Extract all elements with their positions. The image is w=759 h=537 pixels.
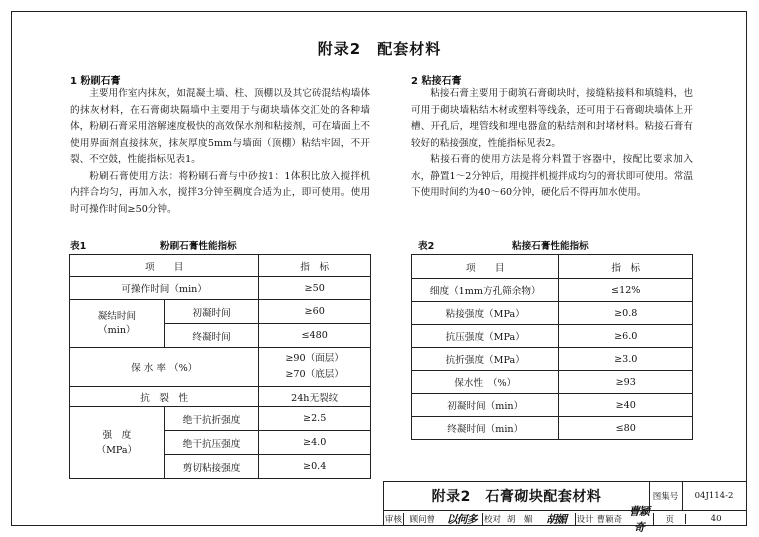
design-signature: 曹颖奇 — [628, 505, 649, 534]
page-title: 附录2 配套材料 — [317, 40, 442, 58]
table-cell: 初凝时间（min） — [412, 394, 559, 417]
table-cell: 可操作时间（min） — [70, 277, 259, 300]
table2-header-value: 指 标 — [559, 255, 693, 279]
section1-heading: 1 粉刷石膏 — [70, 76, 121, 87]
section1-para2: 粉刷石膏使用方法：将粉刷石膏与中砂按1：1体积比放入搅拌机内拌合均匀，再加入水，搅拌3分钟至稠度合适为止，即可使用。使用时可操作时间≥50分钟。 — [70, 170, 370, 215]
page-label: 页 — [653, 513, 685, 525]
table2-caption: 粘接石膏性能指标 — [512, 241, 589, 252]
table-cell: ≥93 — [559, 371, 693, 394]
table-cell: ≥3.0 — [559, 348, 693, 371]
page-number: 40 — [685, 514, 746, 524]
review-name: 顾问曾 — [403, 513, 441, 525]
atlas-number: 04J114-2 — [694, 491, 734, 501]
table1 — [69, 254, 371, 479]
table-cell: ≥6.0 — [559, 325, 693, 348]
table-cell: ≥40 — [559, 394, 693, 417]
table-cell: 绝干抗压强度 — [164, 431, 259, 455]
review-label: 审核 — [384, 515, 402, 525]
table-cell: 终凝时间 — [164, 324, 259, 348]
table1-strength-group: 强 度 （MPa） — [70, 407, 165, 479]
check-label: 校对 — [484, 515, 502, 525]
design-label: 设计 — [576, 515, 594, 525]
check-name: 胡 媚 — [506, 515, 533, 525]
check-signature: 胡媚 — [546, 513, 567, 526]
review-signature: 以何多 — [446, 513, 477, 526]
table-cell: ≥2.5 — [259, 407, 371, 431]
table-cell: ≤12% — [559, 279, 693, 302]
table-cell: 绝干抗折强度 — [164, 407, 259, 431]
table-cell: 保水性 （%） — [412, 371, 559, 394]
section2-para2: 粘接石膏的使用方法是将分料置于容器中，按配比要求加入水，静置1～2分钟后，用搅拌机搅拌成均匀的膏状即可使用。常温下使用时间约为40～60分钟，硬化后不得再加水使用。 — [411, 154, 693, 198]
atlas-label: 图集号 — [649, 482, 683, 510]
table-cell: 24h无裂纹 — [259, 387, 371, 407]
table2-label: 表2 — [418, 241, 435, 252]
table2 — [411, 254, 693, 440]
table-cell: 抗折强度（MPa） — [412, 348, 559, 371]
table2-header-item: 项 目 — [412, 255, 559, 279]
table-cell: 保 水 率 （%） — [70, 348, 259, 387]
table1-header-value: 指 标 — [259, 255, 371, 277]
title-block-title: 附录2 石膏砌块配套材料 — [384, 482, 650, 510]
title-block — [383, 481, 747, 534]
title-block-signatures — [384, 505, 746, 534]
section2-para1: 粘接石膏主要用于砌筑石膏砌块时，接缝粘接料和填缝料，也可用于砌块墙粘结木材或塑料等线条，还可用于石膏砌块墙体上开槽、开孔后，埋管线和埋电器盒的粘结剂和封堵材料。粘接石膏有较好的粘接强度，性能指标见表2。 — [411, 88, 693, 149]
section2-body — [411, 86, 693, 202]
table-cell: ≤80 — [559, 417, 693, 440]
design-name: 曹颖奇 — [596, 515, 623, 525]
table-cell: 剪切粘接强度 — [164, 455, 259, 479]
table-cell: ≥50 — [259, 277, 371, 300]
section1-para1: 主要用作室内抹灰，如混凝土墙、柱、顶棚以及其它砖混结构墙体的抹灰材料，在石膏砌块隔墙中主要用于与砌块墙体交汇处的各种墙体，粉刷石膏采用溶解速度极快的高效保水剂和粘接剂，可在墙面上不使用界面剂直接抹灰，抹灰厚度5mm与墙面（顶棚）粘结牢固，不开裂、不空鼓，性能指标见表1。 — [70, 88, 370, 165]
table-cell: ≥4.0 — [259, 431, 371, 455]
table-cell: ≥0.4 — [259, 455, 371, 479]
table-cell: ≥60 — [259, 300, 371, 324]
table-cell: ≤480 — [259, 324, 371, 348]
table-cell: ≥90（面层） ≥70（底层） — [259, 348, 371, 387]
table-cell: 细度（1mm方孔筛余物） — [412, 279, 559, 302]
table1-header-item: 项 目 — [70, 255, 259, 277]
table-cell: ≥0.8 — [559, 302, 693, 325]
section2-heading: 2 粘接石膏 — [411, 76, 462, 87]
section1-body — [70, 86, 370, 218]
table-cell: 抗压强度（MPa） — [412, 325, 559, 348]
table-cell: 初凝时间 — [164, 300, 259, 324]
table1-label: 表1 — [70, 241, 87, 252]
table1-caption: 粉刷石膏性能指标 — [160, 241, 237, 252]
table-cell: 粘接强度（MPa） — [412, 302, 559, 325]
table-cell: 抗 裂 性 — [70, 387, 259, 407]
table1-set-group: 凝结时间 （min） — [70, 300, 165, 348]
table-cell: 终凝时间（min） — [412, 417, 559, 440]
